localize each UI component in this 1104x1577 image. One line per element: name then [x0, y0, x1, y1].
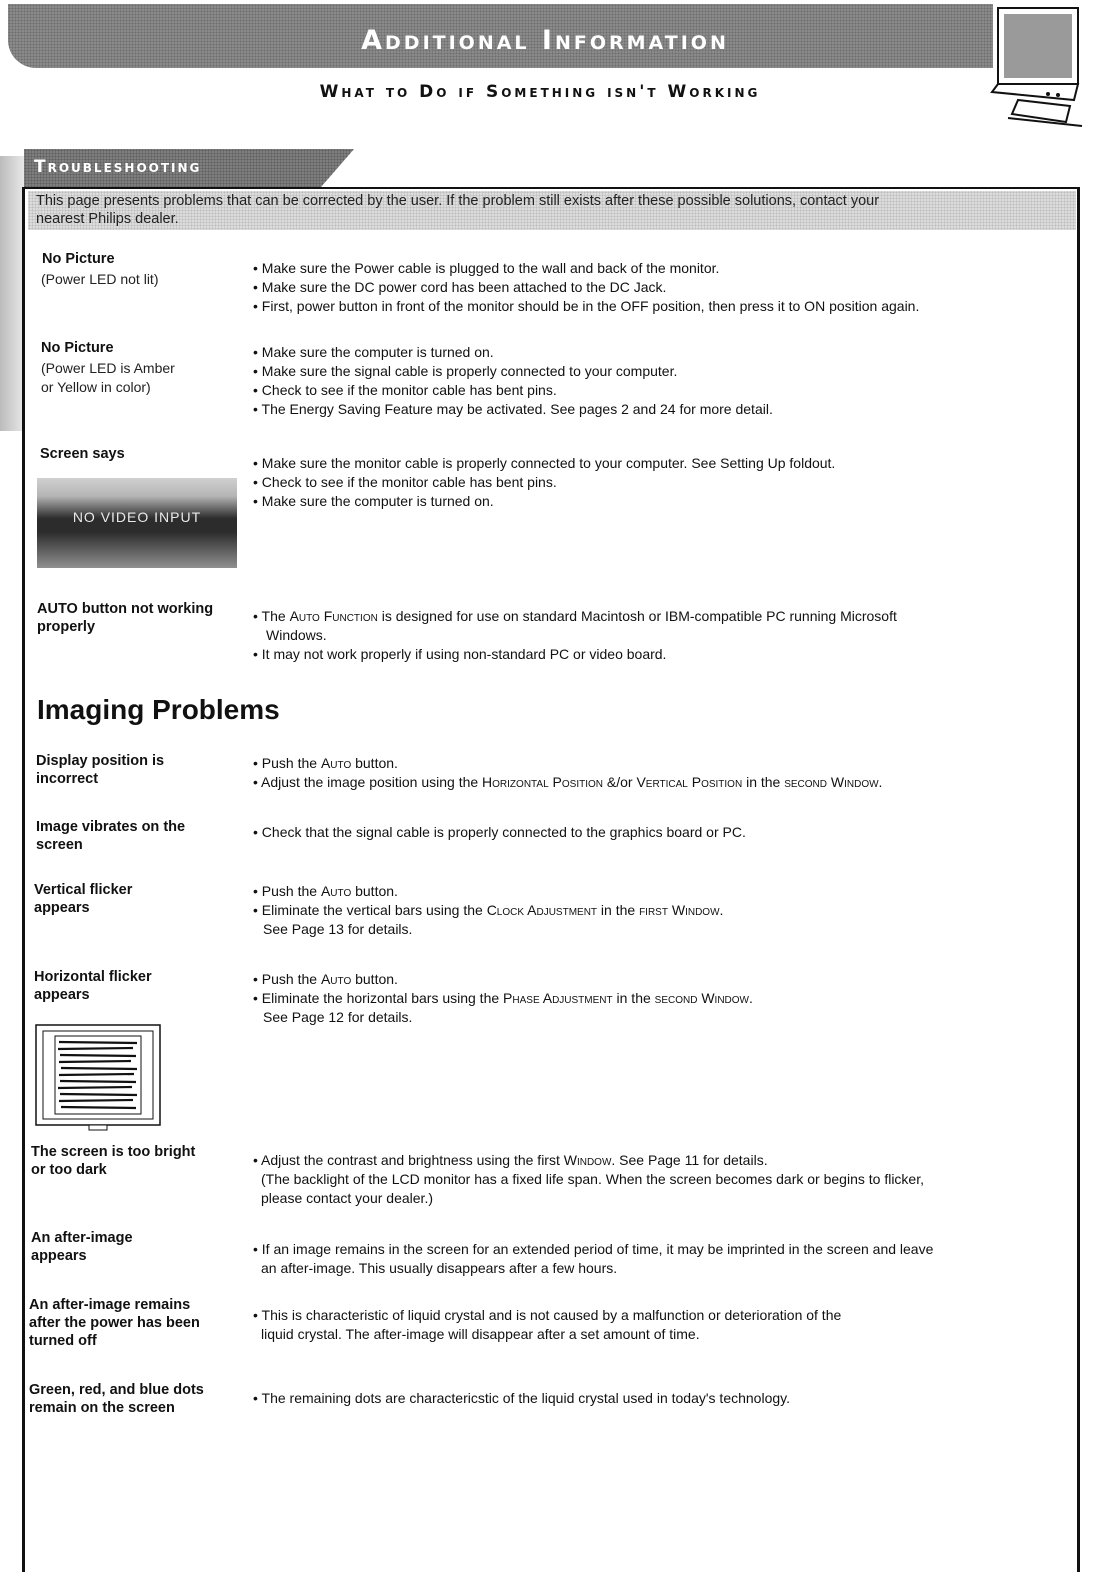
- solution-list: [253, 1306, 841, 1344]
- solution-item: an after-image. This usually disappears after a few hours.: [261, 1260, 618, 1276]
- no-video-screen-image: [37, 478, 237, 568]
- solution-list: [253, 823, 746, 842]
- solution-list: [253, 970, 753, 1027]
- solution-item: • Check that the signal cable is properly connected to the graphics board or PC.: [253, 824, 746, 840]
- solution-list: [253, 754, 882, 792]
- screen-message: NO VIDEO INPUT: [72, 509, 202, 525]
- solution-item: See Page 13 for details.: [263, 921, 413, 937]
- solution-list: [253, 1151, 924, 1208]
- problem-label: Vertical flicker appears: [34, 882, 133, 916]
- problem-label: Display position is incorrect: [36, 753, 165, 787]
- solution-item: Windows.: [266, 627, 327, 643]
- solution-list: [253, 259, 919, 316]
- solution-item: • Check to see if the monitor cable has bent pins.: [253, 474, 557, 490]
- solution-item: • Adjust the contrast and brightness using the first Window. See Page 11 for details.: [253, 1152, 768, 1168]
- solution-item: • Push the Auto button.: [253, 971, 398, 987]
- solution-item: (The backlight of the LCD monitor has a fixed life span. When the screen becomes dark or begins to flicker,: [261, 1171, 924, 1187]
- section-tab-label: Troubleshooting: [34, 157, 202, 177]
- page-subtitle: What to Do if Something isn't Working: [319, 82, 761, 102]
- solution-item: • First, power button in front of the monitor should be in the OFF position, then press it to ON position again.: [253, 298, 920, 314]
- problem-label: No Picture: [41, 340, 114, 356]
- problem-sublabel: (Power LED not lit): [41, 271, 159, 287]
- solution-item: • If an image remains in the screen for an extended period of time, it may be imprinted in the screen and leave: [253, 1241, 934, 1257]
- problem-label: Screen says: [40, 446, 125, 462]
- solution-item: • Make sure the Power cable is plugged to the wall and back of the monitor.: [253, 260, 720, 276]
- section-heading: Imaging Problems: [37, 694, 280, 725]
- solution-list: [253, 607, 897, 664]
- solution-item: • Check to see if the monitor cable has bent pins.: [253, 382, 557, 398]
- solution-item: • Eliminate the horizontal bars using the Phase Adjustment in the second Window.: [253, 990, 753, 1006]
- problem-label: No Picture: [42, 251, 115, 267]
- problem-label: An after-image appears: [31, 1230, 133, 1264]
- intro-text: [28, 191, 1076, 230]
- solution-list: [253, 1240, 933, 1278]
- solution-list: [253, 1389, 790, 1408]
- solution-item: • The Auto Function is designed for use on standard Macintosh or IBM-compatible PC running Microsoft: [253, 608, 897, 624]
- solution-item: • Make sure the signal cable is properly connected to your computer.: [253, 363, 678, 379]
- problem-label: Green, red, and blue dots remain on the screen: [29, 1382, 204, 1416]
- solution-item: • Make sure the DC power cord has been attached to the DC Jack.: [253, 279, 667, 295]
- problem-label: Horizontal flicker appears: [34, 969, 152, 1003]
- intro-line-1: This page presents problems that can be corrected by the user. If the problem still exists after these possible solutions, contact your: [36, 193, 880, 209]
- solution-item: • Make sure the monitor cable is properly connected to your computer. See Setting Up foldout.: [253, 455, 836, 471]
- intro-line-2: nearest Philips dealer.: [36, 211, 179, 227]
- solution-item: • Make sure the computer is turned on.: [253, 344, 494, 360]
- problem-label: An after-image remains after the power has been turned off: [29, 1297, 200, 1349]
- problem-sublabel: (Power LED is Amber: [41, 360, 175, 376]
- solution-item: • It may not work properly if using non-standard PC or video board.: [253, 646, 667, 662]
- solution-list: [253, 343, 773, 419]
- solution-item: • The Energy Saving Feature may be activated. See pages 2 and 24 for more detail.: [253, 401, 773, 417]
- solution-item: See Page 12 for details.: [263, 1009, 413, 1025]
- solution-item: • Adjust the image position using the Horizontal Position &/or Vertical Position in the second Window.: [253, 774, 883, 790]
- solution-item: liquid crystal. The after-image will disappear after a set amount of time.: [261, 1326, 700, 1342]
- problem-label: Image vibrates on the screen: [36, 819, 186, 853]
- solution-item: • Push the Auto button.: [253, 755, 398, 771]
- solution-list: [253, 882, 723, 939]
- problem-label: The screen is too bright or too dark: [31, 1144, 196, 1178]
- solution-item: • The remaining dots are charactericstic of the liquid crystal used in today's technology.: [253, 1390, 790, 1406]
- problem-sublabel: or Yellow in color): [41, 379, 151, 395]
- solution-list: [253, 454, 835, 511]
- solution-item: • Eliminate the vertical bars using the Clock Adjustment in the first Window.: [253, 902, 724, 918]
- problem-label: AUTO button not working properly: [37, 601, 214, 635]
- solution-item: • This is characteristic of liquid crystal and is not caused by a malfunction or deterioration of the: [253, 1307, 842, 1323]
- solution-item: please contact your dealer.): [261, 1190, 433, 1206]
- flicker-screen-icon: [33, 1022, 163, 1132]
- solution-item: • Make sure the computer is turned on.: [253, 493, 494, 509]
- monitor-icon: [978, 2, 1096, 130]
- page-title: Additional Information: [361, 25, 729, 56]
- margin-shade: [0, 156, 24, 431]
- solution-item: • Push the Auto button.: [253, 883, 398, 899]
